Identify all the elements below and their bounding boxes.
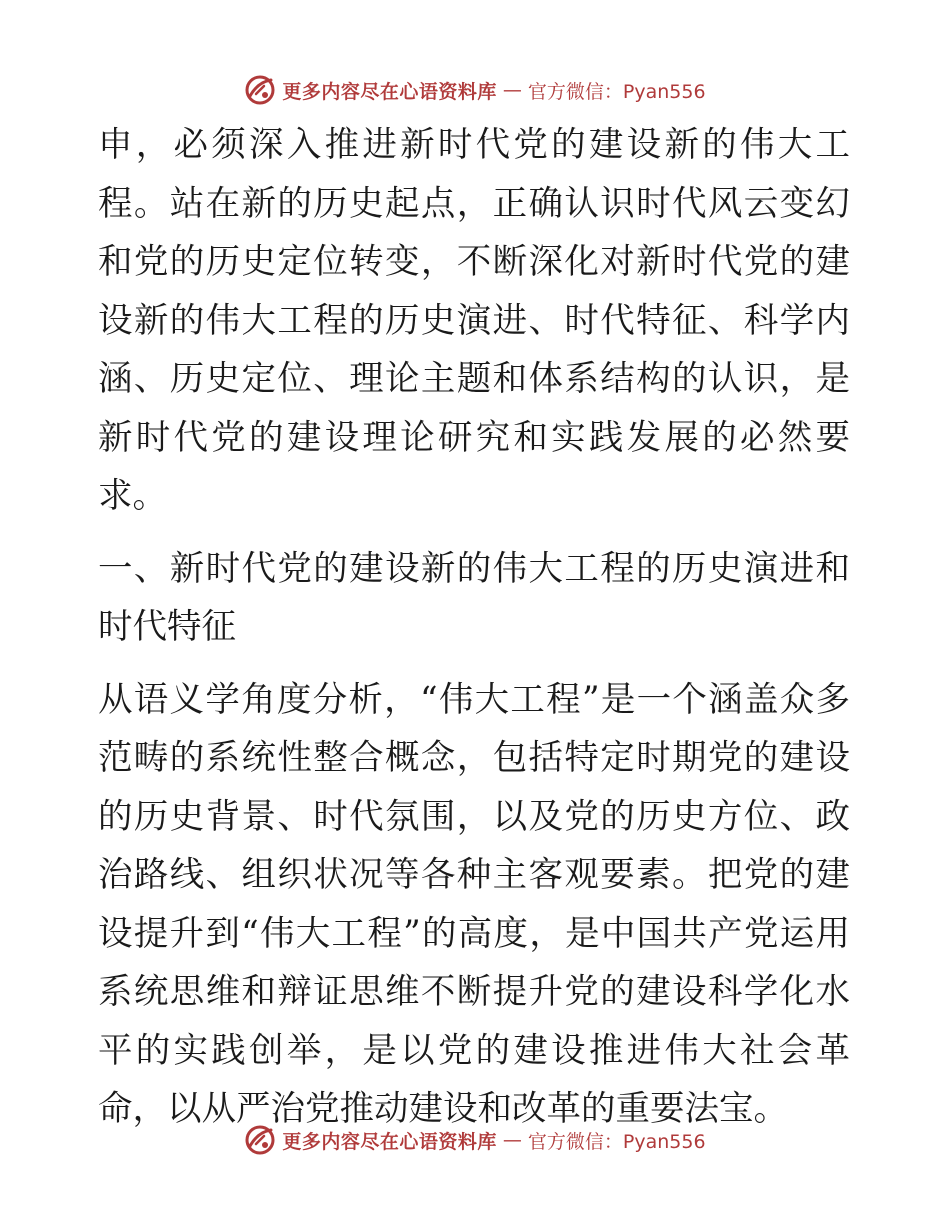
brand-logo-icon — [244, 74, 276, 106]
watermark-wechat-text: 官方微信：Pyan556 — [527, 1130, 706, 1153]
brand-logo-icon — [244, 1124, 276, 1156]
footer-watermark — [0, 1122, 950, 1158]
watermark-brand-text: 更多内容尽在心语资料库 — [282, 80, 497, 103]
header-watermark — [0, 72, 950, 108]
watermark-dash: — — [502, 1129, 522, 1151]
section-heading: 一、新时代党的建设新的伟大工程的历史演进和时代特征 — [98, 548, 850, 647]
watermark-dash: — — [502, 79, 522, 101]
paragraph-semantics: 从语义学角度分析，“伟大工程”是一个涵盖众多范畴的系统性整合概念，包括特定时期党的建设的历史背景、时代氛围，以及党的历史方位、政治路线、组织状况等各种主客观要素。把党的建设提升到“伟大工程”的高度，是中国共产党运用系统思维和辩证思维不断提升党的建设科学化水平的实践创举，是以党的建设推进伟大社会革命，以从严治党推动建设和改革的重要法宝。 — [98, 679, 850, 1129]
watermark-wechat-text: 官方微信：Pyan556 — [527, 80, 706, 103]
watermark-brand-text: 更多内容尽在心语资料库 — [282, 1130, 497, 1153]
paragraph-intro: 申，必须深入推进新时代党的建设新的伟大工程。站在新的历史起点，正确认识时代风云变幻和党的历史定位转变，不断深化对新时代党的建设新的伟大工程的历史演进、时代特征、科学内涵、历史定位、理论主题和体系结构的认识，是新时代党的建设理论研究和实践发展的必然要求。 — [98, 125, 850, 516]
document-body — [98, 116, 850, 1139]
